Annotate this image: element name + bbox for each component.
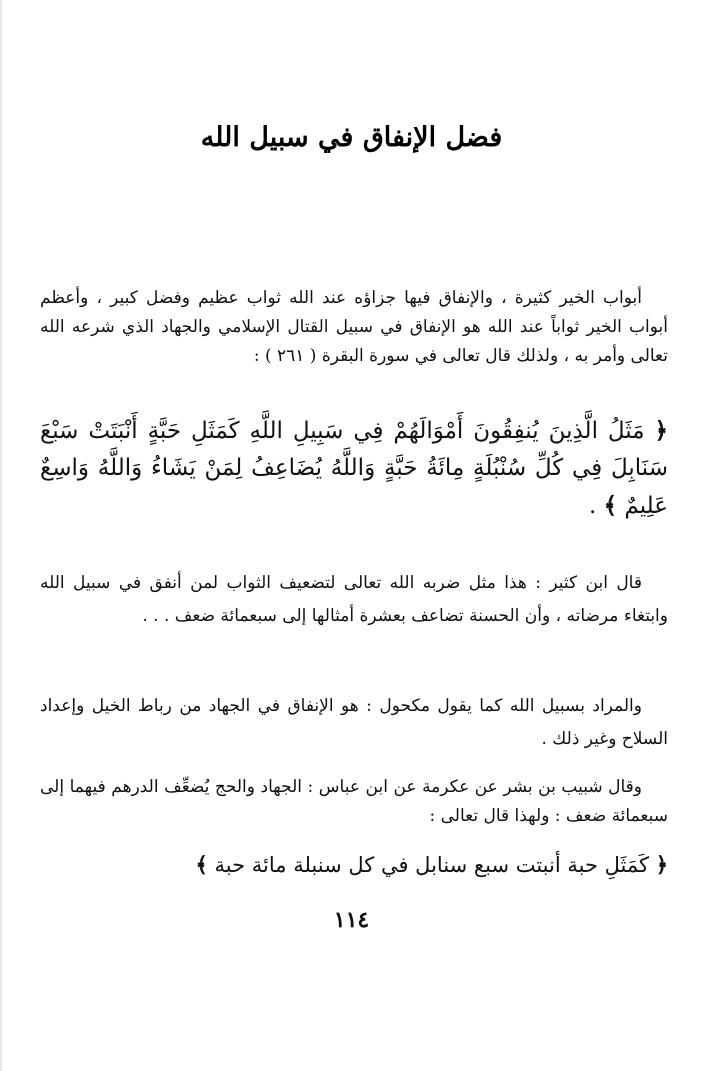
verse-tail: .: [588, 493, 604, 519]
page-title: فضل الإنفاق في سبيل الله: [200, 122, 503, 153]
paragraph-intro-text: أبواب الخير كثيرة ، والإنفاق فيها جزاؤه عند الله ثواب عظيم وفضل كبير ، وأعظم أبواب الخير ثواباً عند الله هو الإنفاق في سبيل القتال الإسلامي والجهاد الذي شرعه الله تعالى وأمر به ، ولذلك قال تعالى في سورة البقرة ( ٢٦١ ) :: [40, 288, 668, 366]
verse-open-bracket: ﴿: [654, 417, 668, 444]
verse-close-bracket: ﴾: [603, 492, 618, 519]
quran-verse-baqarah-261: [40, 412, 668, 525]
verse-open-bracket: ﴿: [655, 852, 668, 877]
verse-excerpt-text: كَمَثَلِ حبة أنبتت سبع سنابل في كل سنبلة مائة حبة: [214, 853, 649, 877]
page-number: ١١٤: [333, 907, 370, 933]
paragraph-makhool-text: والمراد بسبيل الله كما يقول مكحول : هو الإنفاق في الجهاد من رباط الخيل وإعداد السلاح وغير ذلك .: [40, 696, 668, 749]
paragraph-ibn-abbas: [40, 773, 668, 831]
paragraph-ibn-abbas-text: وقال شبيب بن بشر عن عكرمة عن ابن عباس : الجهاد والحج يُضعِّف الدرهم فيهما إلى سبعمائة ضعف : ولهذا قال تعالى :: [40, 777, 668, 826]
paragraph-ibn-kathir: [40, 567, 668, 633]
paragraph-makhool: [40, 690, 668, 756]
paragraph-ibn-kathir-text: قال ابن كثير : هذا مثل ضربه الله تعالى لتضعيف الثواب لمن أنفق في سبيل الله وابتغاء مرضاته ، وأن الحسنة تضاعف بعشرة أمثالها إلى سبعمائة ضعف . . .: [40, 573, 668, 626]
verse-text: مَثَلُ الَّذِينَ يُنفِقُونَ أَمْوَالَهُمْ فِي سَبِيلِ اللَّهِ كَمَثَلِ حَبَّةٍ أَنْبَتَتْ سَبْعَ سَنَابِلَ فِي كُلِّ سُنْبُلَةٍ مِائَةُ حَبَّةٍ وَاللَّهُ يُضَاعِفُ لِمَنْ يَشَاءُ وَاللَّهُ وَاسِعٌ عَلِيمٌ: [40, 418, 668, 519]
verse-close-bracket: ﴾: [195, 852, 208, 877]
quran-verse-excerpt: [40, 846, 668, 884]
paragraph-intro: [40, 284, 668, 371]
